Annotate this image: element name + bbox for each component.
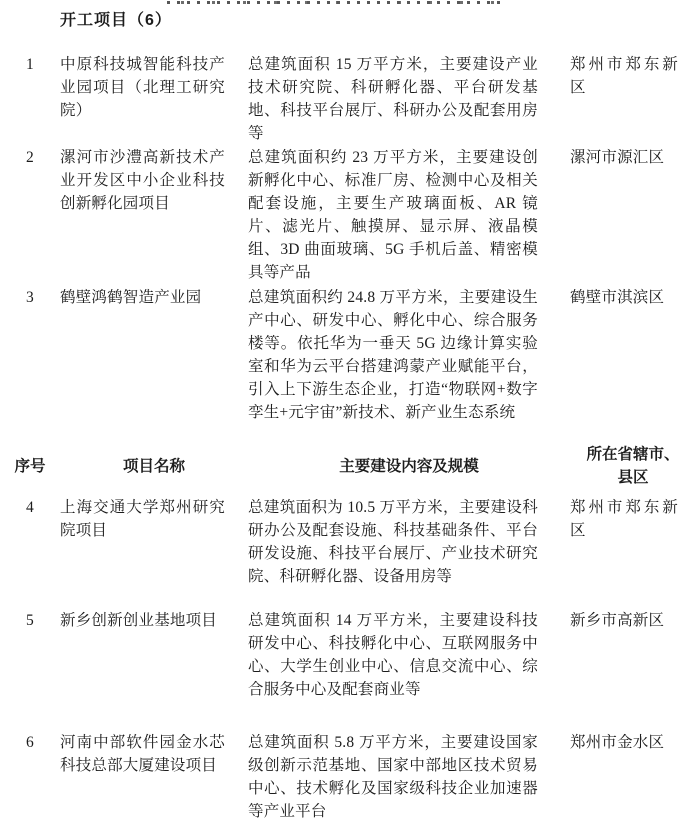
row-number: 6 (26, 734, 34, 751)
location-cell: 郑州市金水区 (570, 734, 665, 751)
column-header-name: 项目名称 (122, 457, 185, 475)
content-cell: 总建筑面积 14 万平方米，主要建设科技研发中心、科技孵化中心、互联网服务中心、大学生创业中心、信息交流中心、综合服务中心及配套商业等 (248, 612, 538, 698)
row-number: 4 (26, 499, 34, 516)
table-row (0, 146, 696, 284)
location-cell: 漯河市源汇区 (570, 149, 665, 166)
table-row (0, 496, 696, 588)
row-number: 1 (26, 56, 34, 73)
content-cell: 总建筑面积 5.8 万平方米，主要建设国家级创新示范基地、国家中部地区技术贸易中心、技术孵化及国家级科技企业加速器等产业平台 (248, 734, 538, 820)
column-header-num: 序号 (14, 457, 46, 475)
content-cell: 总建筑面积约 24.8 万平方米，主要建设生产中心、研发中心、孵化中心、综合服务楼等。依托华为一垂天 5G 边缘计算实验室和华为云平台搭建鸿蒙产业赋能平台，引入上下游生态企业，打造“物联网+数字孪生+元宇宙”新技术、新产业生态系统 (248, 289, 538, 421)
column-header-content: 主要建设内容及规模 (339, 457, 479, 475)
content-cell: 总建筑面积约 23 万平方米，主要建设创新孵化中心、标准厂房、检测中心及相关配套设施，主要生产玻璃面板、AR 镜片、滤光片、触摸屏、显示屏、液晶模组、3D 曲面玻璃、5G 手机后盖、精密模具等产品 (248, 149, 538, 281)
clipped-text-line-top (167, 1, 507, 4)
row-number: 5 (26, 612, 34, 629)
location-cell: 郑州市郑东新区 (570, 499, 678, 539)
project-name-cell: 鹤壁鸿鹤智造产业园 (60, 289, 202, 306)
project-name-cell: 漯河市沙澧高新技术产业开发区中小企业科技创新孵化园项目 (60, 149, 225, 212)
project-name-cell: 河南中部软件园金水芯科技总部大厦建设项目 (60, 734, 225, 774)
project-name-cell: 新乡创新创业基地项目 (60, 612, 218, 629)
location-cell: 新乡市高新区 (570, 612, 665, 629)
column-header-location (570, 443, 696, 489)
project-name-cell: 上海交通大学郑州研究院项目 (60, 499, 225, 539)
row-number: 3 (26, 289, 34, 306)
table-row (0, 286, 696, 424)
table-row (0, 609, 696, 701)
location-cell: 鹤壁市淇滨区 (570, 289, 665, 306)
table-column-header (0, 437, 696, 495)
row-number: 2 (26, 149, 34, 166)
section-heading: 开工项目（6） (60, 12, 172, 29)
table-row (0, 731, 696, 823)
content-cell: 总建筑面积为 10.5 万平方米，主要建设科研办公及配套设施、科技基础条件、平台研发设施、科技平台展厅、产业技术研究院、科研孵化器、设备用房等 (248, 499, 538, 585)
column-header-location-line1: 所在省辖市、 (586, 446, 680, 463)
column-header-location-line2: 县区 (617, 469, 649, 486)
table-row (0, 53, 696, 145)
project-name-cell: 中原科技城智能科技产业园项目（北理工研究院） (60, 56, 225, 119)
location-cell: 郑州市郑东新区 (570, 56, 678, 96)
content-cell: 总建筑面积 15 万平方米，主要建设产业技术研究院、科研孵化器、平台研发基地、科技平台展厅、科研办公及配套用房等 (248, 56, 538, 142)
